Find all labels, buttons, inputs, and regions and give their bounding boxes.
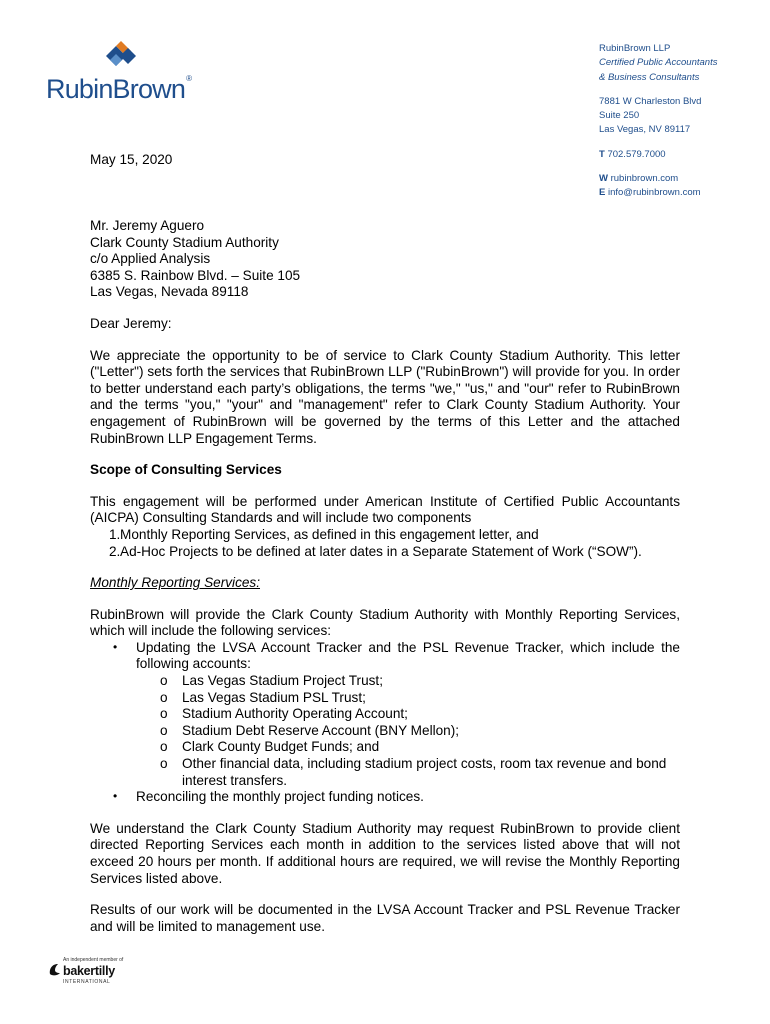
- intro-paragraph: We appreciate the opportunity to be of service to Clark County Stadium Authority. This letter ("Letter") sets forth the services that RubinBrown LLP ("RubinBrown") will provide for you. In order to better understand each party’s obligations, the terms "we," "us," and "our" refer to RubinBrown and the terms "you," "your" and "management" refer to Clark County Stadium Authority. Your engagement of RubinBrown will be governed by the terms of this Letter and the attached RubinBrown LLP Engagement Terms.: [90, 347, 680, 446]
- list-item: o Stadium Authority Operating Account;: [160, 706, 408, 722]
- logo-wordmark: RubinBrown®: [46, 74, 192, 104]
- list-item: o Las Vegas Stadium Project Trust;: [160, 673, 383, 689]
- bakertilly-mark-icon: [48, 963, 61, 976]
- scope-list: [90, 527, 680, 560]
- rubinbrown-logo: [46, 40, 206, 104]
- letter-date: May 15, 2020: [90, 152, 173, 167]
- firm-address-1: 7881 W Charleston Blvd: [599, 95, 702, 107]
- list-item: 2. Ad-Hoc Projects to be defined at later dates in a Separate Statement of Work (“SOW”).: [109, 543, 642, 559]
- firm-address-3: Las Vegas, NV 89117: [599, 124, 691, 136]
- monthly-bullets: [90, 640, 680, 673]
- firm-address-2: Suite 250: [599, 110, 640, 122]
- firm-tagline-1: Certified Public Accountants: [599, 57, 718, 69]
- accounts-list: [90, 673, 680, 789]
- bullet-icon: •: [113, 789, 118, 804]
- bullet-icon: •: [113, 639, 118, 654]
- firm-web: W rubinbrown.com: [599, 173, 679, 185]
- monthly-intro: RubinBrown will provide the Clark County Stadium Authority with Monthly Reporting Services, which will include the following services:: [90, 606, 680, 639]
- firm-name: RubinBrown LLP: [599, 43, 671, 54]
- firm-email: E info@rubinbrown.com: [599, 187, 701, 199]
- bakertilly-footer-logo: An independent member of bakertilly INTERNATIONAL: [48, 957, 138, 987]
- firm-phone: T 702.579.7000: [599, 148, 666, 160]
- letterhead-contact: [599, 42, 717, 201]
- list-item: • Updating the LVSA Account Tracker and the PSL Revenue Tracker, which include the following accounts:: [113, 639, 680, 672]
- list-item: o Other financial data, including stadium project costs, room tax revenue and bond interest transfers.: [160, 756, 667, 788]
- list-item: • Reconciling the monthly project funding notices.: [113, 789, 424, 805]
- diamond-logo-icon: [96, 40, 140, 72]
- list-item: o Clark County Budget Funds; and: [160, 739, 380, 755]
- monthly-heading: Monthly Reporting Services:: [90, 575, 260, 591]
- monthly-bullets-2: [90, 789, 680, 806]
- letter-body: [90, 218, 680, 935]
- scope-heading: Scope of Consulting Services: [90, 462, 282, 478]
- results-paragraph: Results of our work will be documented in the LVSA Account Tracker and PSL Revenue Tracker and will be limited to management use.: [90, 902, 680, 934]
- salutation: Dear Jeremy:: [90, 315, 172, 331]
- list-item: o Stadium Debt Reserve Account (BNY Mellon);: [160, 722, 460, 738]
- firm-tagline-2: & Business Consultants: [599, 71, 700, 83]
- scope-paragraph: This engagement will be performed under American Institute of Certified Public Accountants (AICPA) Consulting Standards and will include two components: [90, 493, 680, 526]
- recipient-address: Mr. Jeremy Aguero Clark County Stadium Authority c/o Applied Analysis 6385 S. Rainbow Blvd. – Suite 105 Las Vegas, Nevada 89118: [90, 218, 301, 300]
- list-item: 1. Monthly Reporting Services, as defined in this engagement letter, and: [109, 526, 539, 542]
- client-directed-paragraph: We understand the Clark County Stadium Authority may request RubinBrown to provide client directed Reporting Services each month in addition to the services listed above that will not exceed 20 hours per month. If additional hours are required, we will revise the Monthly Reporting Services listed above.: [90, 820, 680, 886]
- web-link[interactable]: rubinbrown.com: [610, 173, 679, 185]
- email-link[interactable]: info@rubinbrown.com: [607, 187, 701, 199]
- list-item: o Las Vegas Stadium PSL Trust;: [160, 689, 366, 705]
